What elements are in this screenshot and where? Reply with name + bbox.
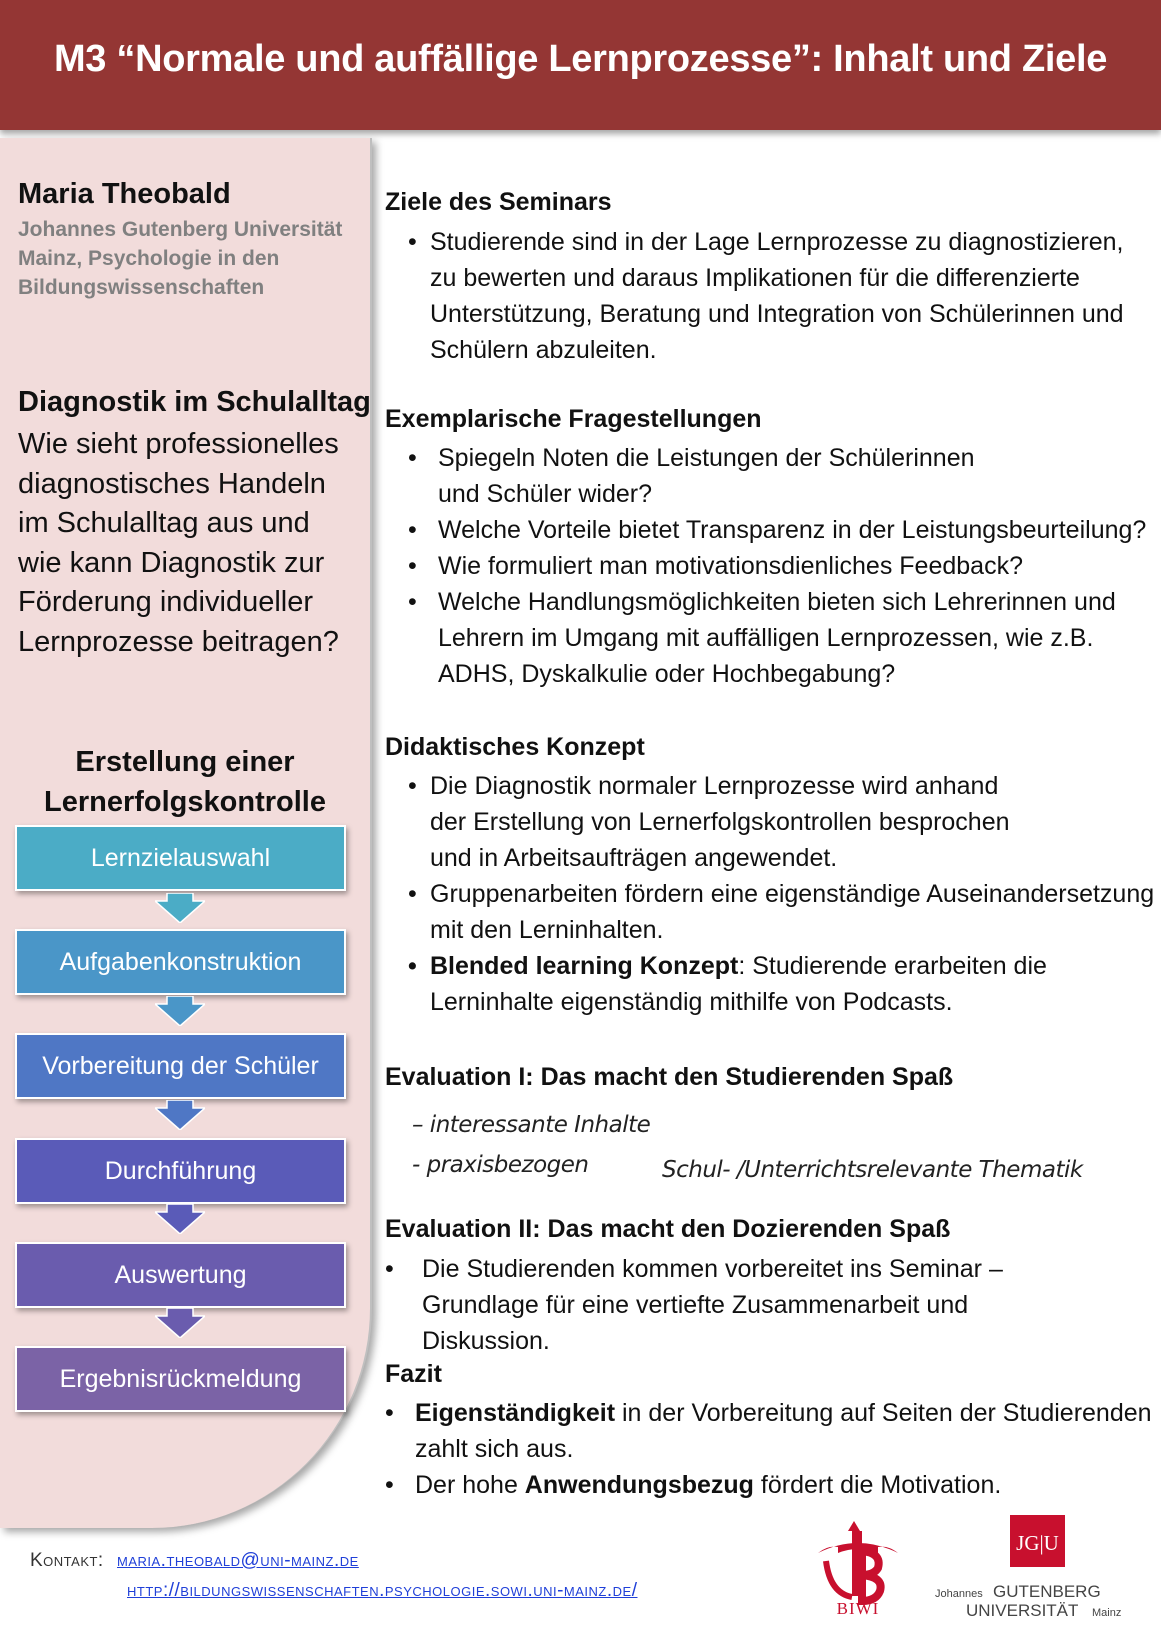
contact-email-link[interactable]: maria.theobald@uni-mainz.de <box>117 1550 359 1571</box>
list-item: • Der hohe Anwendungsbezug fördert die Motivation. <box>385 1471 1002 1499</box>
list-item: • Blended learning Konzept: Studierende erarbeiten die Lerninhalte eigenständig mithilfe von Podcasts. <box>408 952 1047 1016</box>
flow-arrow-icon <box>155 893 205 923</box>
author-name: Maria Theobald <box>18 178 231 210</box>
flow-arrow-icon <box>155 1204 205 1234</box>
page-title: M3 “Normale und auffällige Lernprozesse”: Inhalt und Ziele <box>53 38 1108 80</box>
handwritten-note: – interessante Inhalte <box>412 1112 651 1138</box>
list-item: • Die Studierenden kommen vorbereitet ins Seminar – Grundlage für eine vertiefte Zusammenarbeit und Diskussion. <box>385 1255 1003 1355</box>
jgu-logo <box>935 1513 1135 1623</box>
list-item: • Spiegeln Noten die Leistungen der Schülerinnen und Schüler wider? <box>408 444 975 508</box>
flow-step-durchfuehrung: Durchführung <box>15 1138 346 1204</box>
list-item: • Gruppenarbeiten fördern eine eigenständige Auseinandersetzung mit den Lerninhalten. <box>408 880 1155 944</box>
flow-heading: Erstellung einer Lernerfolgskontrolle <box>44 746 326 818</box>
svg-text:GUTENBERG: GUTENBERG <box>993 1582 1101 1601</box>
didaktik-list <box>408 768 1155 1020</box>
handwritten-note: - praxisbezogen <box>412 1152 589 1178</box>
evaluation-2-list <box>385 1251 1122 1359</box>
diagnostik-question: Wie sieht professionelles diagnostisches Handeln im Schulalltag aus und wie kann Diagnostik zur Förderung individueller Lernprozesse beitragen? <box>18 428 339 658</box>
svg-text:Johannes: Johannes <box>935 1588 983 1600</box>
flow-arrow-icon <box>155 1308 205 1338</box>
fragestellungen-list <box>408 440 1153 692</box>
svg-text:BIWI: BIWI <box>836 1599 880 1618</box>
flow-step-aufgabenkonstruktion: Aufgabenkonstruktion <box>15 929 346 995</box>
flow-step-ergebnisrueckmeldung: Ergebnisrückmeldung <box>15 1346 346 1412</box>
section-title-evaluation-1: Evaluation I: Das macht den Studierenden Spaß <box>385 1063 954 1091</box>
ziele-list <box>408 224 1135 368</box>
svg-text:Mainz: Mainz <box>1092 1607 1122 1619</box>
section-title-evaluation-2: Evaluation II: Das macht den Dozierenden Spaß <box>385 1215 951 1243</box>
contact-label: Kontakt: <box>30 1550 104 1571</box>
contact-block <box>30 1550 359 1572</box>
contact-website-link[interactable]: http://bildungswissenschaften.psychologie.sowi.uni-mainz.de/ <box>127 1580 638 1601</box>
section-title-fazit: Fazit <box>385 1360 442 1388</box>
fazit-list <box>385 1395 1155 1503</box>
list-item: • Eigenständigkeit in der Vorbereitung auf Seiten der Studierenden zahlt sich aus. <box>385 1399 1152 1463</box>
svg-text:UNIVERSITÄT: UNIVERSITÄT <box>966 1601 1079 1620</box>
diagnostik-heading: Diagnostik im Schulalltag <box>18 386 371 418</box>
section-title-fragestellungen: Exemplarische Fragestellungen <box>385 405 762 433</box>
list-item: • Studierende sind in der Lage Lernprozesse zu diagnostizieren, zu bewerten und daraus Implikationen für die differenzierte Unterstützung, Beratung und Integration von Schülerinnen und Schülern abzuleiten. <box>408 228 1124 364</box>
flow-step-vorbereitung: Vorbereitung der Schüler <box>15 1033 346 1099</box>
handwritten-note: Schul- /Unterrichtsrelevante Thematik <box>662 1157 1083 1183</box>
header-banner <box>0 0 1161 130</box>
flow-arrow-icon <box>155 1100 205 1130</box>
flow-step-lernzielauswahl: Lernzielauswahl <box>15 825 346 891</box>
svg-text:JG|U: JG|U <box>1016 1531 1059 1555</box>
flow-step-auswertung: Auswertung <box>15 1242 346 1308</box>
biwi-logo <box>808 1513 908 1618</box>
section-title-ziele: Ziele des Seminars <box>385 188 612 216</box>
list-item: • Die Diagnostik normaler Lernprozesse wird anhand der Erstellung von Lernerfolgskontrollen besprochen und in Arbeitsaufträgen angewendet. <box>408 772 1010 872</box>
section-title-didaktik: Didaktisches Konzept <box>385 733 645 761</box>
list-item: • Welche Handlungsmöglichkeiten bieten sich Lehrerinnen und Lehrern im Umgang mit auffälligen Lernprozessen, wie z.B. ADHS, Dyskalkulie oder Hochbegabung? <box>408 588 1116 688</box>
author-affiliation: Johannes Gutenberg Universität Mainz, Psychologie in den Bildungswissenschaften <box>18 218 343 299</box>
list-item: • Wie formuliert man motivationsdienliches Feedback? <box>408 552 1023 580</box>
list-item: • Welche Vorteile bietet Transparenz in der Leistungsbeurteilung? <box>408 516 1147 544</box>
flow-arrow-icon <box>155 996 205 1026</box>
